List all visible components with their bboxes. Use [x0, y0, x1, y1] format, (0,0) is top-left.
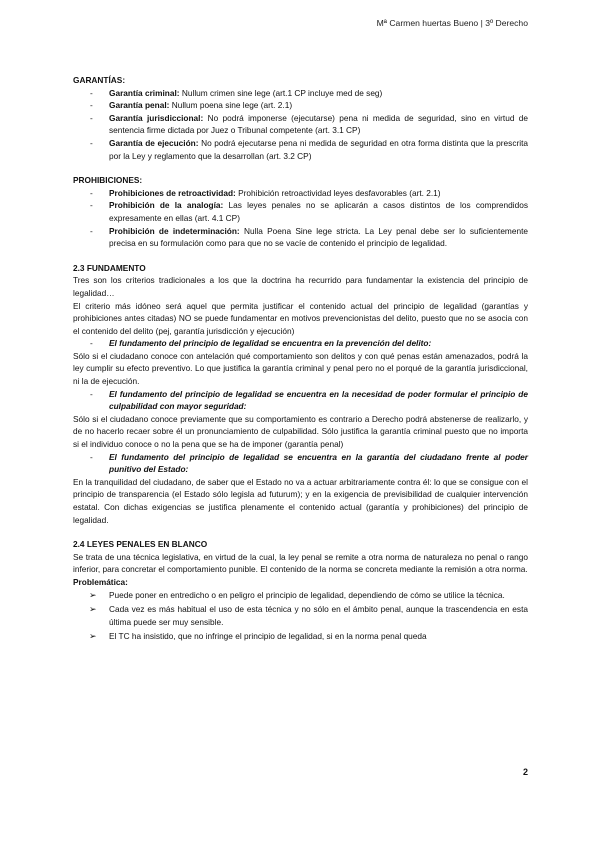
dash-bullet-icon: -	[90, 137, 93, 148]
garantias-list	[73, 87, 528, 163]
dash-bullet-icon: -	[90, 388, 93, 399]
paragraph: El criterio más idóneo será aquel que permita justificar el contenido actual del principio de legalidad (garantías y prohibiciones antes citadas) NO se puede fundamentar en motivos prevencionistas del delito, puesto que no se asocia con el contenido del delito (pej, garantía jurisdicción y ejecución)	[73, 300, 528, 336]
list-item: - Prohibiciones de retroactividad: Prohibición retroactividad leyes desfavorables (art. 2.1)	[90, 187, 441, 198]
fundamento-heading-1	[73, 337, 528, 350]
list-item: - El fundamento del principio de legalidad se encuentra en la prevención del delito:	[90, 338, 432, 349]
leyes-title: 2.4 LEYES PENALES EN BLANCO	[73, 539, 208, 550]
dash-bullet-icon: -	[90, 112, 93, 123]
list-item: ➢ Cada vez es más habitual el uso de esta técnica y no sólo en el ámbito penal, aunque la trascendencia en esta última puede ser muy sensible.	[89, 604, 528, 627]
dash-bullet-icon: -	[90, 100, 93, 111]
list-item: - El fundamento del principio de legalidad se encuentra en la necesidad de poder formular el principio de culpabilidad con mayor seguridad:	[90, 388, 528, 412]
dash-bullet-icon: -	[90, 338, 93, 349]
document-body	[73, 74, 528, 645]
list-item: - Garantía de ejecución: No podrá ejecutarse pena ni medida de seguridad en otra forma distinta que la prescrita por la Ley y reglamento que la desarrollan (art. 3.2 CP)	[90, 137, 528, 161]
list-item: ➢ El TC ha insistido, que no infringe el principio de legalidad, si en la norma penal queda	[89, 631, 427, 642]
dash-bullet-icon: -	[90, 225, 93, 236]
dash-bullet-icon: -	[90, 87, 93, 98]
list-item: - Garantía criminal: Nullum crimen sine lege (art.1 CP incluye med de seg)	[90, 87, 383, 98]
paragraph: En la tranquilidad del ciudadano, de saber que el Estado no va a actuar arbitrariamente contra él: lo que se consigue con el principio de transparencia (el Estado sólo legisla ad futurum); y en la exigencia de previsibilidad de cualquier intervención estatal. Con dichas exigencias se justifica plenamente el contenido actual (garantía y prohibiciones) del principio de legalidad.	[73, 476, 528, 525]
dash-bullet-icon: -	[90, 451, 93, 462]
page-header: Mª Carmen huertas Bueno | 3º Derecho	[376, 18, 528, 28]
dash-bullet-icon: -	[90, 187, 93, 198]
paragraph: Sólo si el ciudadano conoce con antelación qué comportamiento son delitos y con qué penas están amenazados, podrá la ley cumplir su efecto preventivo. Lo que justifica la garantía criminal y penal pero no el porqué de la garantía jurisdiccional, ni la de ejecución.	[73, 350, 528, 387]
fundamento-heading-2	[73, 388, 528, 413]
arrow-bullet-icon: ➢	[89, 604, 97, 615]
prohibiciones-list	[73, 187, 528, 250]
problematica-list	[73, 589, 528, 643]
problematica-label: Problemática:	[73, 576, 128, 587]
list-item: - Prohibición de la analogía: Las leyes penales no se aplicarán a casos distintos de los comprendidos expresamente en ellas (art. 4.1 CP)	[90, 200, 528, 223]
dash-bullet-icon: -	[90, 200, 93, 211]
list-item: - Garantía jurisdiccional: No podrá imponerse (ejecutarse) pena ni medida de seguridad, sino en virtud de sentencia firme dictada por Juez o Tribunal competente (art. 3.1 CP)	[90, 112, 529, 136]
arrow-bullet-icon: ➢	[89, 589, 97, 600]
list-item: - Prohibición de indeterminación: Nulla Poena Sine lege stricta. La Ley penal debe ser lo suficientemente precisa en su formulación como para que no se vacíe de contenido el principio de legalidad.	[90, 225, 528, 249]
garantias-title: GARANTÍAS:	[73, 75, 126, 85]
fundamento-heading-3	[73, 451, 528, 476]
arrow-bullet-icon: ➢	[89, 631, 97, 642]
fundamento-title: 2.3 FUNDAMENTO	[73, 262, 146, 273]
paragraph: Se trata de una técnica legislativa, en virtud de la cual, la ley penal se remite a otra norma de naturaleza no penal o rango inferior, para concretar el comportamiento punible. El contenido de la norma se concreta mediante la remisión a otra norma.	[73, 551, 528, 575]
list-item: - El fundamento del principio de legalidad se encuentra en la garantía del ciudadano frente al poder punitivo del Estado:	[90, 451, 528, 475]
list-item: ➢ Puede poner en entredicho o en peligro el principio de legalidad, dependiendo de cómo se utilice la técnica.	[89, 589, 505, 600]
prohibiciones-title: PROHIBICIONES:	[73, 175, 143, 186]
paragraph: Sólo si el ciudadano conoce previamente que su comportamiento es contrario a Derecho podrá abstenerse de realizarlo, y de no hacerlo recaer sobre él un pronunciamiento de culpabilidad. Sólo justifica la garantía criminal puesto que no importa si el individuo conoce o no la pena que se ha de imponer (garantía penal)	[73, 413, 528, 450]
paragraph: Tres son los criterios tradicionales a los que la doctrina ha recurrido para fundamentar la existencia del principio de legalidad…	[73, 275, 528, 298]
page-number: 2	[522, 767, 528, 777]
list-item: - Garantía penal: Nullum poena sine lege (art. 2.1)	[90, 100, 293, 111]
